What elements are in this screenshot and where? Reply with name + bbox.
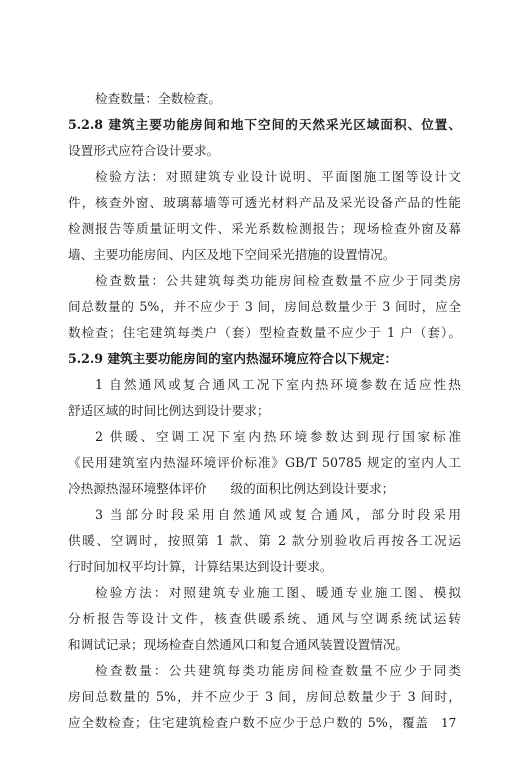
page-number: 17 <box>441 716 457 730</box>
text-line: 件，核查外窗、玻璃幕墙等可透光材料产品及采光设备产品的性能 <box>68 195 461 210</box>
text-line: 冷热源热湿环境整体评价 级的面积比例达到设计要求； <box>68 481 395 496</box>
text-line: 《民用建筑室内热湿环境评价标准》GB/T 50785 规定的室内人工 <box>68 455 461 470</box>
text-line: 检验方法：对照建筑专业设计说明、平面图施工图等设计文 <box>95 169 461 184</box>
text-line: 检验方法：对照建筑专业施工图、暖通专业施工图、模拟 <box>95 585 461 600</box>
text-line: 数检查；住宅建筑每类户（套）型检查数量不应少于 1 户（套）。 <box>68 325 461 340</box>
text-line: 检查数量：公共建筑每类功能房间检查数量不应少于同类房 <box>95 273 461 288</box>
text-line: 行时间加权平均计算，计算结果达到设计要求。 <box>68 559 333 574</box>
text-line: 检测报告等质量证明文件、采光系数检测报告；现场检查外窗及幕 <box>68 221 461 236</box>
text-line: 墙、主要功能房间、内区及地下空间采光措施的设置情况。 <box>68 247 396 262</box>
text-line: 分析报告等设计文件，核查供暖系统、通风与空调系统试运转 <box>68 611 461 626</box>
text-line: 舒适区域的时间比例达到设计要求； <box>68 403 270 418</box>
text-line: 房间总数量的 5%，并不应少于 3 间，房间总数量少于 3 间时， <box>68 689 461 704</box>
text-line: 供暖、空调时，按照第 1 款、第 2 款分别验收后再按各工况运 <box>68 533 461 548</box>
text-line: 检查数量：公共建筑每类功能房间检查数量不应少于同类 <box>95 663 461 678</box>
list-item-2: 2 供暖、空调工况下室内热环境参数达到现行国家标准 <box>95 429 461 444</box>
text-line: 间总数量的 5%，并不应少于 3 间，房间总数量少于 3 间时，应全 <box>68 299 461 314</box>
text-line: 应全数检查；住宅建筑检查户数不应少于总户数的 5%，覆盖 <box>68 715 428 730</box>
clause-heading-5-2-8: 5.2.8 建筑主要功能房间和地下空间的天然采光区域面积、位置、 <box>68 117 461 132</box>
text-line: 和调试记录；现场检查自然通风口和复合通风装置设置情况。 <box>68 637 409 652</box>
list-item-3: 3 当部分时段采用自然通风或复合通风，部分时段采用 <box>95 507 461 522</box>
text-line: 设置形式应符合设计要求。 <box>68 143 220 158</box>
list-item-1: 1 自然通风或复合通风工况下室内热环境参数在适应性热 <box>95 377 461 392</box>
clause-heading-5-2-9: 5.2.9 建筑主要功能房间的室内热湿环境应符合以下规定： <box>68 351 398 366</box>
text-line: 检查数量：全数检查。 <box>95 91 221 106</box>
